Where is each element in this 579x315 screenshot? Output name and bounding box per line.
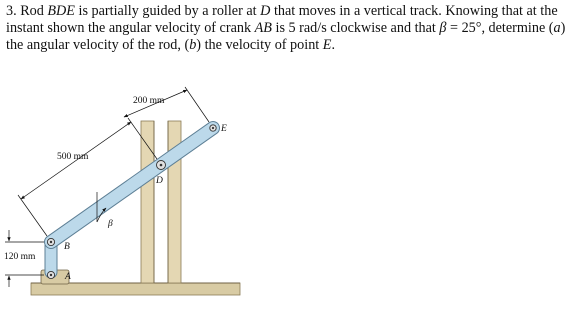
problem-number: 3.: [6, 3, 17, 19]
target-point: E: [322, 37, 332, 53]
text-seg7: ) the velocity of point: [196, 37, 323, 53]
pin-A-center: [50, 274, 52, 276]
part-b: b: [189, 37, 197, 53]
label-point-E: E: [221, 124, 227, 134]
text-seg6: ) the angular velocity of the rod, (: [6, 20, 566, 53]
label-point-B: B: [64, 242, 70, 252]
text-seg5: = 25°, determine (: [446, 20, 554, 36]
part-a: a: [553, 20, 561, 36]
label-500mm: 500 mm: [57, 152, 89, 162]
end-E-center: [212, 127, 214, 129]
text-seg3: that moves in a vertical track. Knowing that at the instant shown the angular velocity of crank: [6, 3, 558, 36]
beta-symbol: β: [439, 20, 447, 36]
rod-name: BDE: [47, 3, 75, 19]
roller-D-center: [160, 164, 163, 167]
text-seg1: Rod: [16, 3, 48, 19]
text-seg2: is partially guided by a roller at: [74, 3, 261, 19]
roller-point: D: [260, 3, 271, 19]
label-point-A: A: [65, 272, 71, 282]
label-point-D: D: [156, 176, 163, 186]
label-200mm: 200 mm: [133, 96, 165, 106]
crank-name: AB: [254, 20, 272, 36]
label-120mm: 120 mm: [4, 252, 36, 262]
pin-B-center: [50, 241, 52, 243]
text-seg8: .: [331, 37, 335, 53]
text-seg4: is 5 rad/s clockwise and that: [271, 20, 440, 36]
rod-BDE: [51, 128, 213, 242]
label-beta: β: [108, 219, 113, 229]
ground-base: [31, 283, 240, 295]
